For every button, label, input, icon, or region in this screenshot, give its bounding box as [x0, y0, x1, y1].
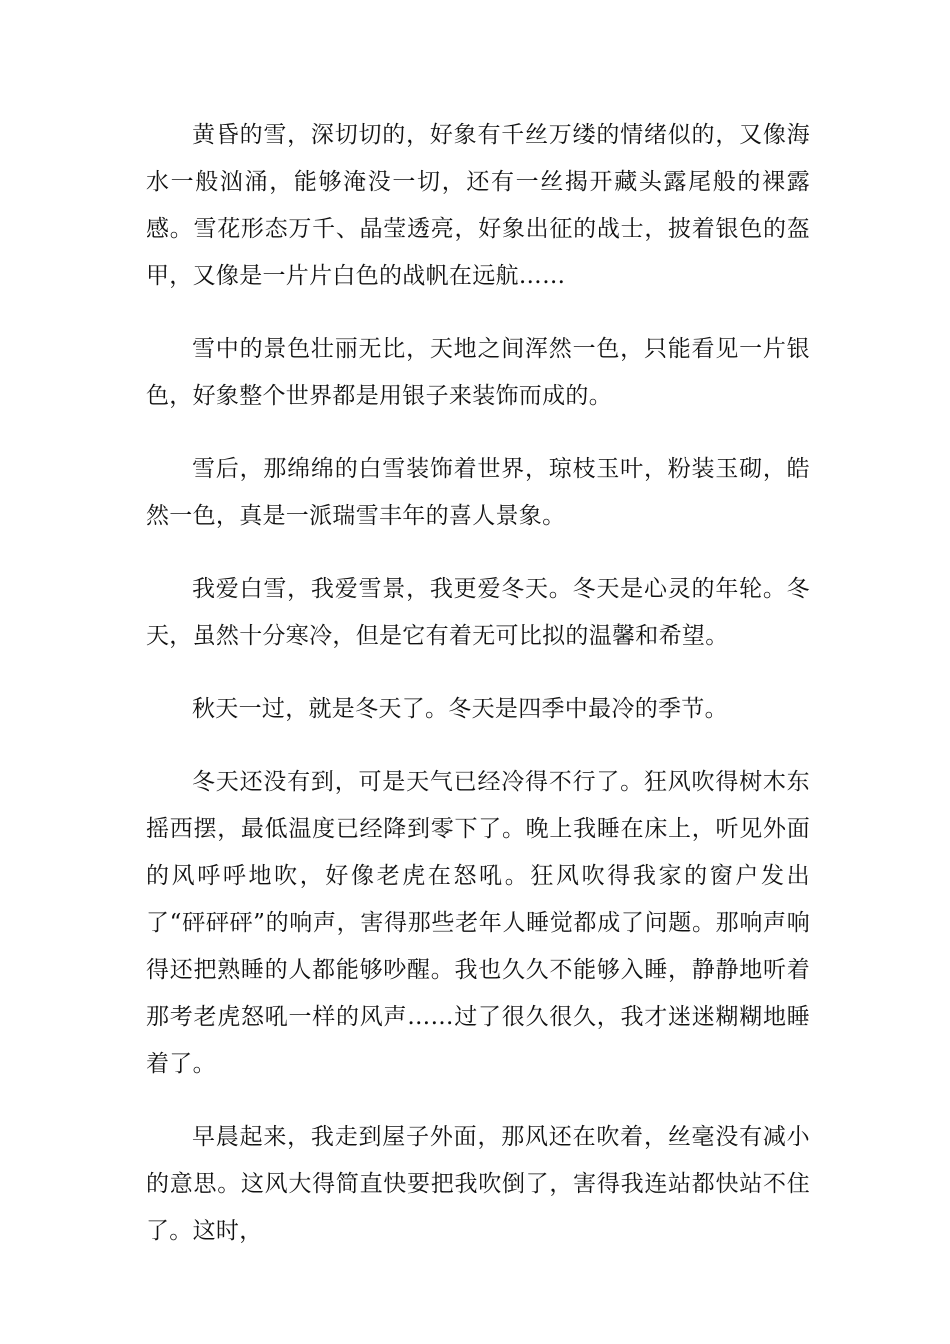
paragraph-7: 早晨起来，我走到屋子外面，那风还在吹着，丝毫没有减小的意思。这风大得简直快要把我吹倒了，害得我连站都快站不住了。这时， — [146, 1124, 810, 1244]
paragraph-5: 秋天一过，就是冬天了。冬天是四季中最冷的季节。 — [192, 696, 728, 722]
paragraph-1: 黄昏的雪，深切切的，好象有千丝万缕的情绪似的，又像海水一般汹涌，能够淹没一切，还有一丝揭开藏头露尾般的裸露感。雪花形态万千、晶莹透亮，好象出征的战士，披着银色的盔甲，又像是一片片白色的战帆在远航…… — [146, 122, 810, 289]
document-body — [146, 112, 810, 1255]
paragraph-2: 雪中的景色壮丽无比，天地之间浑然一色，只能看见一片银色，好象整个世界都是用银子来装饰而成的。 — [146, 336, 810, 409]
paragraph-3: 雪后，那绵绵的白雪装饰着世界，琼枝玉叶，粉装玉砌，皓然一色，真是一派瑞雪丰年的喜人景象。 — [146, 456, 810, 529]
paragraph-6: 冬天还没有到，可是天气已经冷得不行了。狂风吹得树木东摇西摆，最低温度已经降到零下了。晚上我睡在床上，听见外面的风呼呼地吹，好像老虎在怒吼。狂风吹得我家的窗户发出了“砰砰砰”的响声，害得那些老年人睡觉都成了问题。那响声响得还把熟睡的人都能够吵醒。我也久久不能够入睡，静静地听着那考老虎怒吼一样的风声……过了很久很久，我才迷迷糊糊地睡着了。 — [146, 769, 810, 1077]
paragraph-4: 我爱白雪，我爱雪景，我更爱冬天。冬天是心灵的年轮。冬天，虽然十分寒冷，但是它有着无可比拟的温馨和希望。 — [146, 576, 810, 649]
